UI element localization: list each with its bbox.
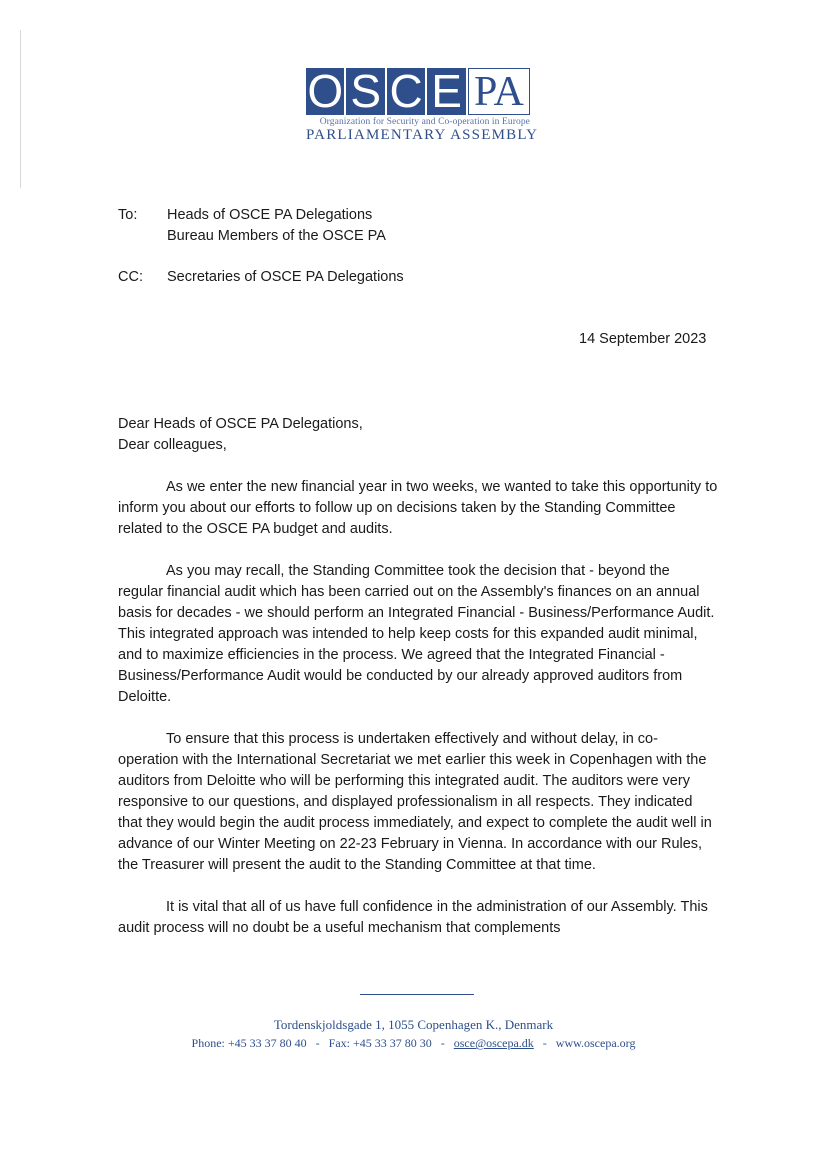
logo-assembly-name: PARLIAMENTARY ASSEMBLY — [306, 127, 539, 143]
cc-line: Secretaries of OSCE PA Delegations — [167, 269, 404, 285]
logo-mark — [306, 65, 530, 117]
footer-website-link[interactable]: www.oscepa.org — [555, 1036, 636, 1050]
salutation — [118, 414, 718, 456]
paragraph-1: As we enter the new financial year in two weeks, we wanted to take this opportunity to inform you about our efforts to follow up on decisions taken by the Standing Committee related to the OSCE PA budget and audits. — [118, 479, 718, 537]
footer-phone: Phone: +45 33 37 80 40 — [191, 1036, 307, 1050]
osce-pa-logo — [306, 65, 539, 144]
logo-pa: PA — [468, 68, 530, 115]
footer-separator-3: - — [542, 1036, 547, 1050]
letter-date: 14 September 2023 — [579, 331, 707, 347]
logo-subtitle: Organization for Security and Co-operation in Europe — [319, 117, 530, 127]
footer-separator-1: - — [315, 1036, 320, 1050]
logo-letter-c: C — [387, 68, 425, 115]
to-line-1: Heads of OSCE PA Delegations — [167, 207, 373, 223]
salutation-line-2: Dear colleagues, — [118, 437, 227, 453]
letter-body — [118, 414, 718, 939]
footer-contact — [0, 1036, 827, 1051]
scan-margin-line — [20, 30, 21, 188]
footer-divider — [360, 994, 474, 995]
footer-separator-2: - — [440, 1036, 445, 1050]
footer-address: Tordenskjoldsgade 1, 1055 Copenhagen K., Denmark — [273, 1017, 554, 1032]
footer-fax: Fax: +45 33 37 80 30 — [328, 1036, 432, 1050]
salutation-line-1: Dear Heads of OSCE PA Delegations, — [118, 416, 363, 432]
logo-letter-s: S — [346, 68, 384, 115]
cc-label: CC: — [118, 269, 143, 285]
paragraph-4: It is vital that all of us have full confidence in the administration of our Assembly. This audit process will no doubt be a useful mechanism that complements — [118, 899, 708, 936]
logo-letter-o: O — [307, 65, 344, 117]
to-label: To: — [118, 207, 138, 223]
logo-letter-e: E — [427, 68, 465, 115]
footer-email-link[interactable]: osce@oscepa.dk — [453, 1036, 534, 1050]
to-line-2: Bureau Members of the OSCE PA — [167, 228, 386, 244]
paragraph-3: To ensure that this process is undertaken effectively and without delay, in co-operation with the International Secretariat we met earlier this week in Copenhagen with the auditors from Deloitte who will be performing this integrated audit. The auditors were very responsive to our questions, and displayed professionalism in all respects. They indicated that they would begin the audit process immediately, and expect to complete the audit well in advance of our Winter Meeting on 22-23 February in Vienna. In accordance with our Rules, the Treasurer will present the audit to the Standing Committee at that time. — [118, 731, 712, 873]
paragraph-2: As you may recall, the Standing Committee took the decision that - beyond the regular financial audit which has been carried out on the Assembly's finances on an annual basis for decades - we should perform an Integrated Financial - Business/Performance Audit. This integrated approach was intended to help keep costs for this expanded audit minimal, and to maximize efficiencies in the process. We agreed that the Integrated Financial - Business/Performance Audit would be conducted by our already approved auditors from Deloitte. — [118, 563, 715, 705]
